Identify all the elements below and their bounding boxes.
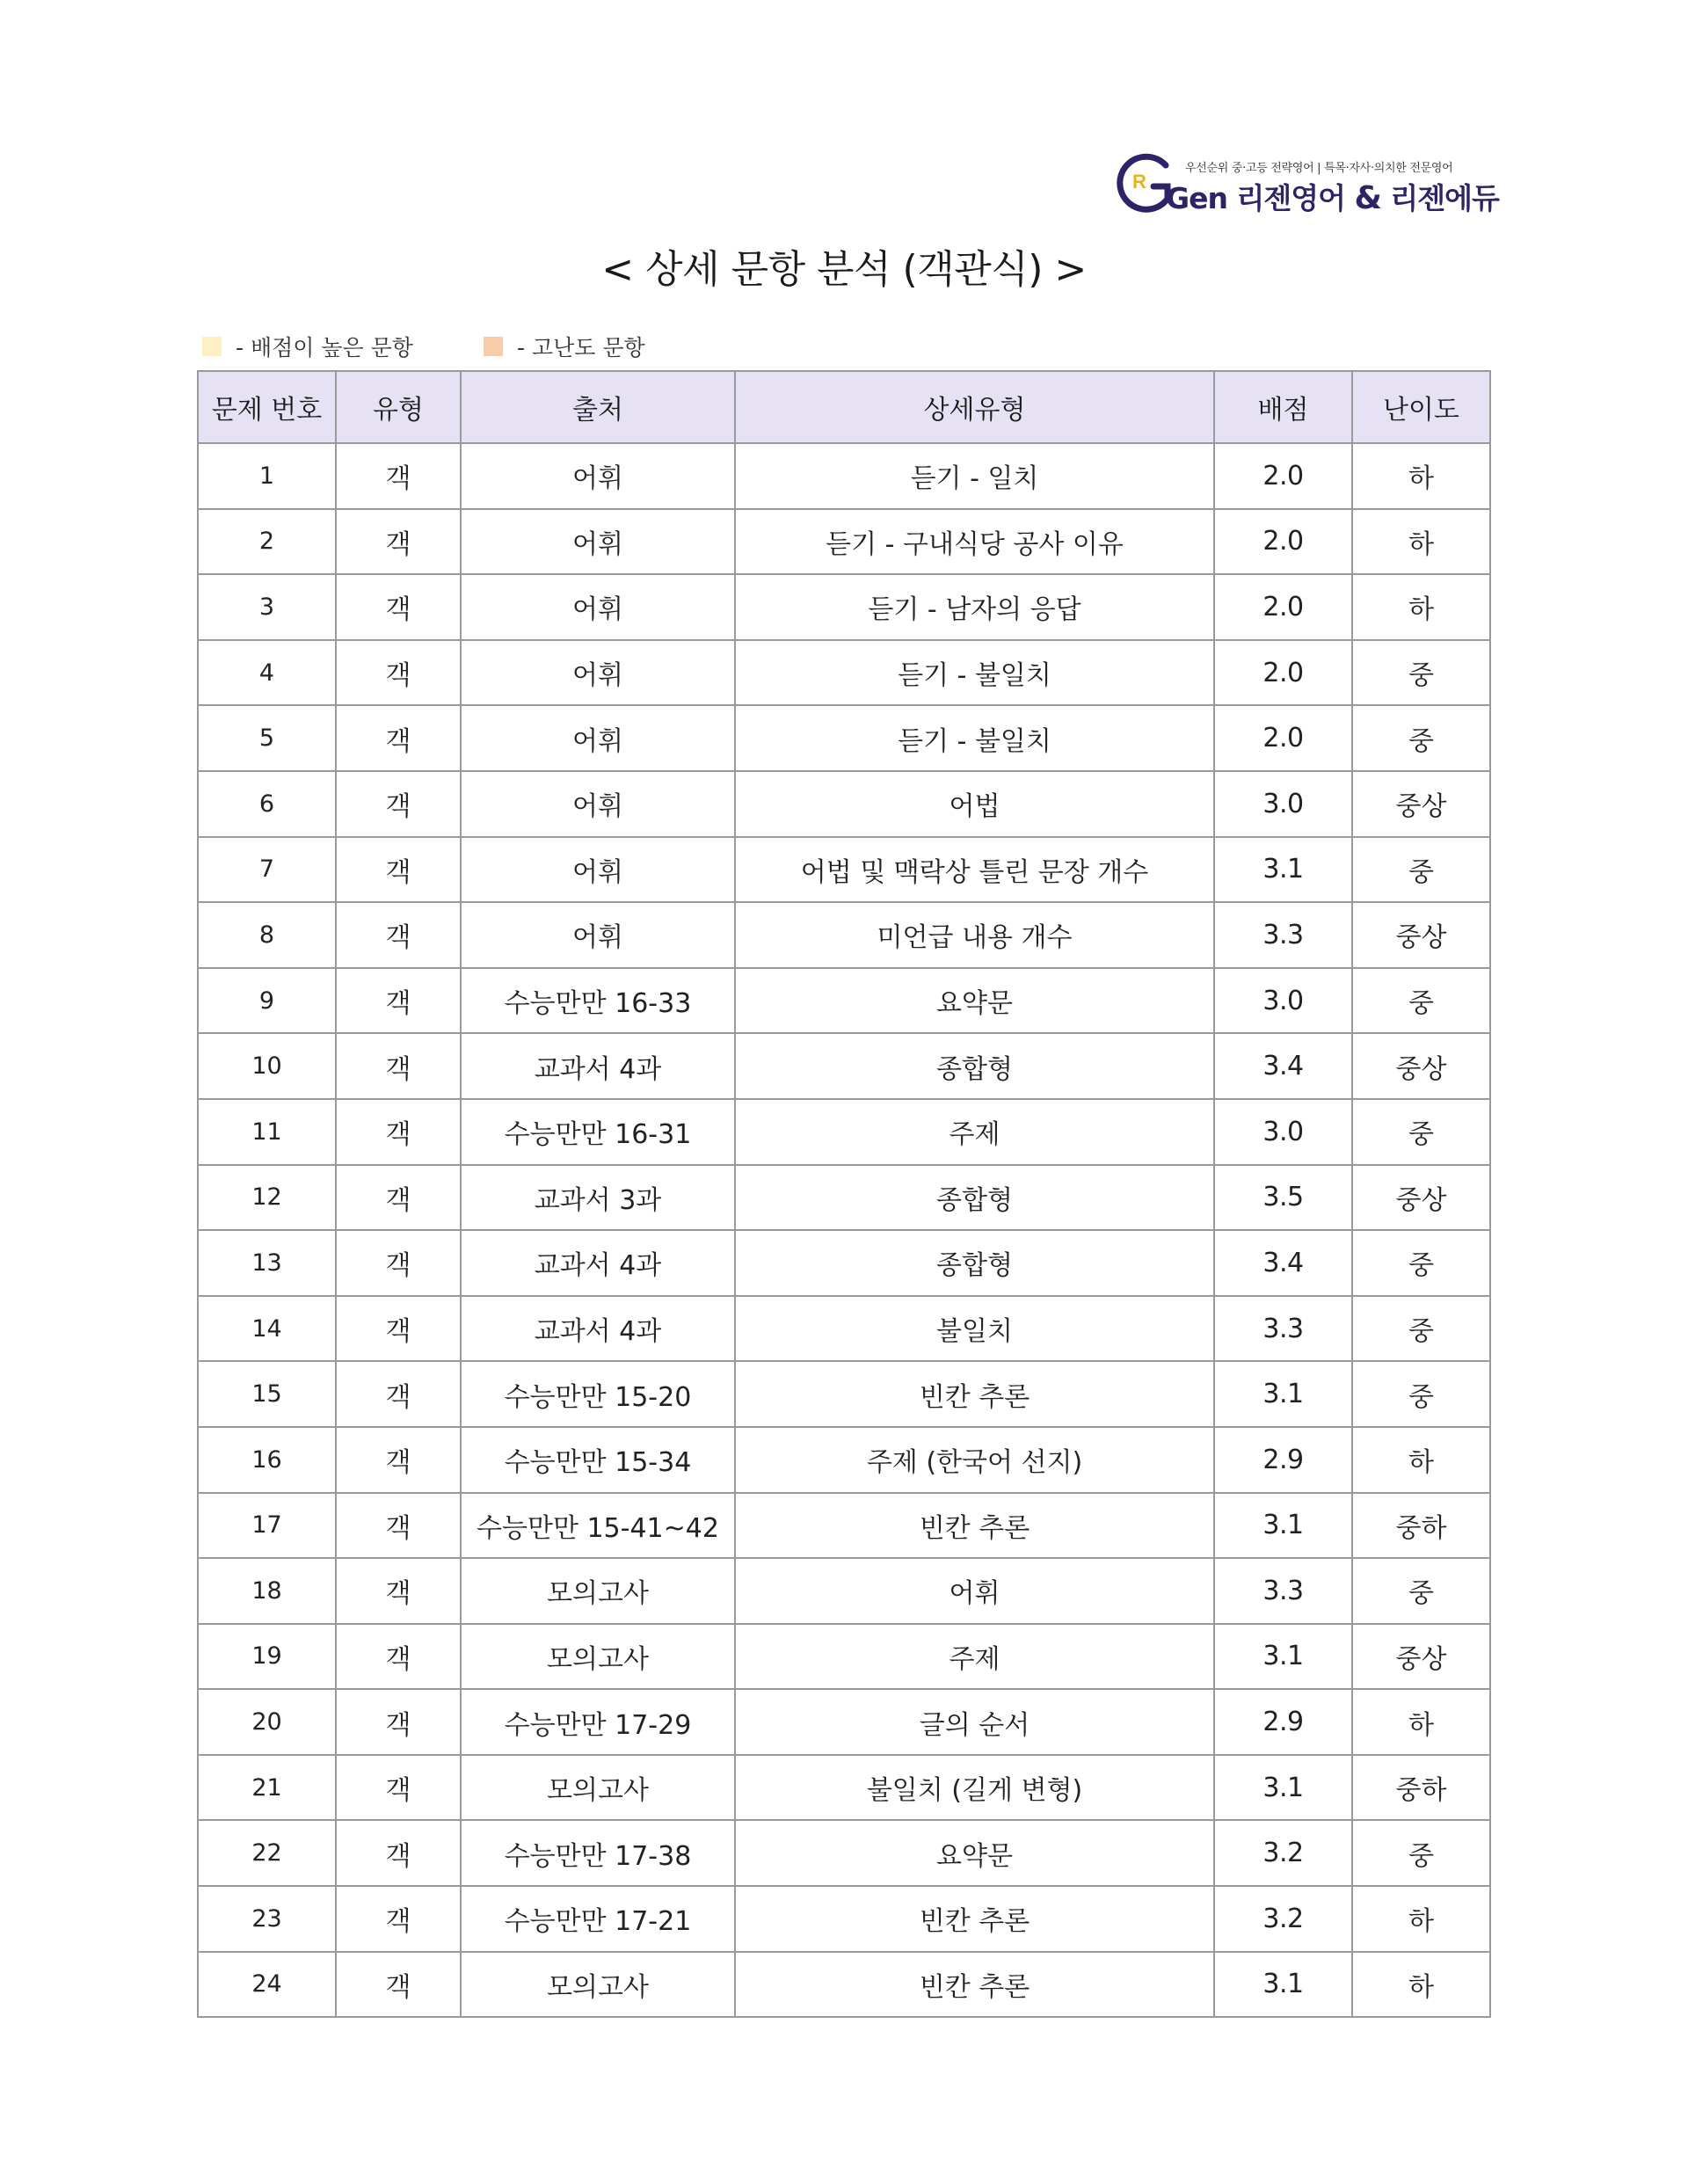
- table-row: [198, 509, 1490, 575]
- cell-source: 어휘: [461, 574, 735, 640]
- cell-difficulty: 하: [1352, 509, 1490, 575]
- legend-label-high-difficulty: - 고난도 문항: [517, 335, 645, 360]
- logo-amp: &: [1354, 180, 1381, 216]
- cell-difficulty: 하: [1352, 1427, 1490, 1493]
- table-row: [198, 837, 1490, 903]
- cell-source: 수능만만 16-31: [461, 1099, 735, 1165]
- cell-difficulty: 중: [1352, 1558, 1490, 1624]
- cell-source: 교과서 4과: [461, 1296, 735, 1362]
- cell-question-number: 5: [198, 705, 336, 771]
- cell-detail-type: 빈칸 추론: [735, 1361, 1214, 1427]
- cell-difficulty: 중: [1352, 1361, 1490, 1427]
- table-body: [198, 443, 1490, 2017]
- cell-detail-type: 종합형: [735, 1165, 1214, 1231]
- cell-question-number: 8: [198, 902, 336, 968]
- cell-type: 객: [336, 705, 461, 771]
- page-title: < 상세 문항 분석 (객관식) >: [601, 247, 1087, 292]
- table-row: [198, 771, 1490, 837]
- cell-detail-type: 빈칸 추론: [735, 1493, 1214, 1559]
- table-row: [198, 1165, 1490, 1231]
- cell-type: 객: [336, 1099, 461, 1165]
- header-source: 출처: [461, 371, 735, 443]
- cell-detail-type: 듣기 - 남자의 응답: [735, 574, 1214, 640]
- cell-score: 3.1: [1214, 1361, 1352, 1427]
- cell-source: 어휘: [461, 902, 735, 968]
- table-row: [198, 1624, 1490, 1690]
- cell-source: 수능만만 17-21: [461, 1886, 735, 1952]
- cell-source: 어휘: [461, 443, 735, 509]
- cell-detail-type: 듣기 - 일치: [735, 443, 1214, 509]
- cell-source: 수능만만 15-34: [461, 1427, 735, 1493]
- cell-question-number: 23: [198, 1886, 336, 1952]
- cell-question-number: 2: [198, 509, 336, 575]
- cell-difficulty: 중: [1352, 1230, 1490, 1296]
- cell-type: 객: [336, 1230, 461, 1296]
- cell-detail-type: 종합형: [735, 1033, 1214, 1099]
- analysis-table: [197, 370, 1491, 2018]
- cell-question-number: 17: [198, 1493, 336, 1559]
- cell-score: 3.3: [1214, 1296, 1352, 1362]
- table-row: [198, 1689, 1490, 1755]
- cell-type: 객: [336, 509, 461, 575]
- table-row: [198, 1033, 1490, 1099]
- cell-source: 수능만만 17-38: [461, 1820, 735, 1886]
- cell-score: 3.1: [1214, 1755, 1352, 1821]
- cell-type: 객: [336, 902, 461, 968]
- cell-score: 3.4: [1214, 1230, 1352, 1296]
- legend-item-high-score: [202, 331, 413, 362]
- table-header-row: [198, 371, 1490, 443]
- cell-question-number: 16: [198, 1427, 336, 1493]
- cell-difficulty: 중: [1352, 968, 1490, 1034]
- cell-difficulty: 중상: [1352, 1624, 1490, 1690]
- table-row: [198, 1558, 1490, 1624]
- cell-detail-type: 요약문: [735, 968, 1214, 1034]
- logo-tagline: 우선순위 중·고등 전략영어 | 특목·자사·의치한 전문영어: [1185, 162, 1453, 175]
- cell-detail-type: 듣기 - 불일치: [735, 705, 1214, 771]
- cell-score: 3.2: [1214, 1886, 1352, 1952]
- cell-type: 객: [336, 1493, 461, 1559]
- cell-type: 객: [336, 968, 461, 1034]
- cell-question-number: 4: [198, 640, 336, 706]
- cell-question-number: 14: [198, 1296, 336, 1362]
- cell-score: 2.9: [1214, 1427, 1352, 1493]
- cell-type: 객: [336, 574, 461, 640]
- table-row: [198, 574, 1490, 640]
- logo-name-ko1: 리젠영어: [1236, 181, 1345, 215]
- cell-difficulty: 중상: [1352, 902, 1490, 968]
- cell-detail-type: 어법 및 맥락상 틀린 문장 개수: [735, 837, 1214, 903]
- logo-name-ko2: 리젠에듀: [1390, 181, 1499, 215]
- cell-source: 수능만만 17-29: [461, 1689, 735, 1755]
- cell-type: 객: [336, 1558, 461, 1624]
- cell-detail-type: 어법: [735, 771, 1214, 837]
- cell-score: 3.1: [1214, 837, 1352, 903]
- cell-score: 2.0: [1214, 509, 1352, 575]
- cell-question-number: 6: [198, 771, 336, 837]
- cell-source: 어휘: [461, 705, 735, 771]
- cell-score: 3.5: [1214, 1165, 1352, 1231]
- legend-item-high-difficulty: [484, 331, 645, 362]
- cell-score: 2.0: [1214, 705, 1352, 771]
- cell-score: 3.2: [1214, 1820, 1352, 1886]
- cell-question-number: 11: [198, 1099, 336, 1165]
- cell-difficulty: 중상: [1352, 1165, 1490, 1231]
- cell-source: 모의고사: [461, 1952, 735, 2018]
- cell-source: 어휘: [461, 771, 735, 837]
- cell-difficulty: 중: [1352, 640, 1490, 706]
- cell-question-number: 1: [198, 443, 336, 509]
- cell-question-number: 10: [198, 1033, 336, 1099]
- table-row: [198, 1099, 1490, 1165]
- cell-detail-type: 주제 (한국어 선지): [735, 1427, 1214, 1493]
- cell-detail-type: 주제: [735, 1624, 1214, 1690]
- cell-type: 객: [336, 771, 461, 837]
- cell-detail-type: 듣기 - 구내식당 공사 이유: [735, 509, 1214, 575]
- logo-name: [1166, 176, 1499, 217]
- cell-detail-type: 빈칸 추론: [735, 1886, 1214, 1952]
- header-question-number: 문제 번호: [198, 371, 336, 443]
- cell-difficulty: 하: [1352, 1886, 1490, 1952]
- cell-source: 교과서 3과: [461, 1165, 735, 1231]
- cell-source: 어휘: [461, 837, 735, 903]
- cell-detail-type: 미언급 내용 개수: [735, 902, 1214, 968]
- cell-source: 수능만만 16-33: [461, 968, 735, 1034]
- cell-type: 객: [336, 1361, 461, 1427]
- cell-difficulty: 중: [1352, 1099, 1490, 1165]
- cell-difficulty: 중하: [1352, 1493, 1490, 1559]
- header-detail-type: 상세유형: [735, 371, 1214, 443]
- cell-source: 수능만만 15-20: [461, 1361, 735, 1427]
- cell-question-number: 12: [198, 1165, 336, 1231]
- cell-difficulty: 하: [1352, 443, 1490, 509]
- cell-difficulty: 중상: [1352, 1033, 1490, 1099]
- cell-source: 어휘: [461, 640, 735, 706]
- cell-difficulty: 하: [1352, 1952, 1490, 2018]
- table-row: [198, 1493, 1490, 1559]
- cell-source: 교과서 4과: [461, 1230, 735, 1296]
- cell-score: 3.3: [1214, 902, 1352, 968]
- cell-difficulty: 하: [1352, 574, 1490, 640]
- cell-source: 모의고사: [461, 1755, 735, 1821]
- cell-detail-type: 듣기 - 불일치: [735, 640, 1214, 706]
- cell-difficulty: 중하: [1352, 1755, 1490, 1821]
- table-row: [198, 443, 1490, 509]
- cell-score: 3.0: [1214, 968, 1352, 1034]
- cell-question-number: 13: [198, 1230, 336, 1296]
- cell-difficulty: 중: [1352, 1820, 1490, 1886]
- cell-type: 객: [336, 1755, 461, 1821]
- cell-detail-type: 어휘: [735, 1558, 1214, 1624]
- table-row: [198, 1296, 1490, 1362]
- cell-score: 3.1: [1214, 1624, 1352, 1690]
- cell-score: 2.0: [1214, 443, 1352, 509]
- table-row: [198, 1820, 1490, 1886]
- cell-score: 3.1: [1214, 1952, 1352, 2018]
- cell-score: 2.0: [1214, 640, 1352, 706]
- cell-type: 객: [336, 837, 461, 903]
- cell-question-number: 24: [198, 1952, 336, 2018]
- cell-detail-type: 요약문: [735, 1820, 1214, 1886]
- cell-question-number: 20: [198, 1689, 336, 1755]
- cell-difficulty: 중: [1352, 837, 1490, 903]
- cell-detail-type: 불일치: [735, 1296, 1214, 1362]
- cell-score: 3.0: [1214, 1099, 1352, 1165]
- cell-type: 객: [336, 1952, 461, 2018]
- cell-question-number: 22: [198, 1820, 336, 1886]
- cell-type: 객: [336, 1165, 461, 1231]
- cell-difficulty: 중: [1352, 705, 1490, 771]
- table-row: [198, 1361, 1490, 1427]
- cell-question-number: 9: [198, 968, 336, 1034]
- table-row: [198, 1886, 1490, 1952]
- table-row: [198, 968, 1490, 1034]
- cell-detail-type: 주제: [735, 1099, 1214, 1165]
- cell-type: 객: [336, 640, 461, 706]
- logo-mark-letter: R: [1132, 171, 1146, 193]
- logo-name-en: Gen: [1166, 181, 1227, 215]
- cell-source: 어휘: [461, 509, 735, 575]
- table-row: [198, 640, 1490, 706]
- legend-swatch-high-difficulty: [484, 337, 503, 356]
- table-row: [198, 1755, 1490, 1821]
- cell-question-number: 19: [198, 1624, 336, 1690]
- cell-question-number: 18: [198, 1558, 336, 1624]
- cell-type: 객: [336, 1820, 461, 1886]
- cell-type: 객: [336, 1624, 461, 1690]
- brand-logo: [1115, 149, 1499, 220]
- cell-type: 객: [336, 1296, 461, 1362]
- cell-source: 수능만만 15-41~42: [461, 1493, 735, 1559]
- cell-type: 객: [336, 1689, 461, 1755]
- cell-type: 객: [336, 1033, 461, 1099]
- cell-question-number: 7: [198, 837, 336, 903]
- cell-type: 객: [336, 443, 461, 509]
- cell-type: 객: [336, 1427, 461, 1493]
- header-score: 배점: [1214, 371, 1352, 443]
- cell-score: 3.3: [1214, 1558, 1352, 1624]
- cell-score: 3.0: [1214, 771, 1352, 837]
- cell-detail-type: 글의 순서: [735, 1689, 1214, 1755]
- cell-source: 교과서 4과: [461, 1033, 735, 1099]
- cell-detail-type: 종합형: [735, 1230, 1214, 1296]
- header-difficulty: 난이도: [1352, 371, 1490, 443]
- table-row: [198, 1230, 1490, 1296]
- table-row: [198, 902, 1490, 968]
- cell-difficulty: 하: [1352, 1689, 1490, 1755]
- cell-source: 모의고사: [461, 1624, 735, 1690]
- cell-question-number: 15: [198, 1361, 336, 1427]
- table-row: [198, 705, 1490, 771]
- table-row: [198, 1952, 1490, 2018]
- cell-source: 모의고사: [461, 1558, 735, 1624]
- cell-question-number: 3: [198, 574, 336, 640]
- table-row: [198, 1427, 1490, 1493]
- legend-swatch-high-score: [202, 337, 222, 356]
- header-type: 유형: [336, 371, 461, 443]
- cell-score: 2.0: [1214, 574, 1352, 640]
- cell-type: 객: [336, 1886, 461, 1952]
- cell-detail-type: 빈칸 추론: [735, 1952, 1214, 2018]
- cell-detail-type: 불일치 (길게 변형): [735, 1755, 1214, 1821]
- cell-difficulty: 중상: [1352, 771, 1490, 837]
- legend-label-high-score: - 배점이 높은 문항: [236, 335, 413, 360]
- cell-score: 3.1: [1214, 1493, 1352, 1559]
- cell-question-number: 21: [198, 1755, 336, 1821]
- cell-score: 2.9: [1214, 1689, 1352, 1755]
- cell-score: 3.4: [1214, 1033, 1352, 1099]
- cell-difficulty: 중: [1352, 1296, 1490, 1362]
